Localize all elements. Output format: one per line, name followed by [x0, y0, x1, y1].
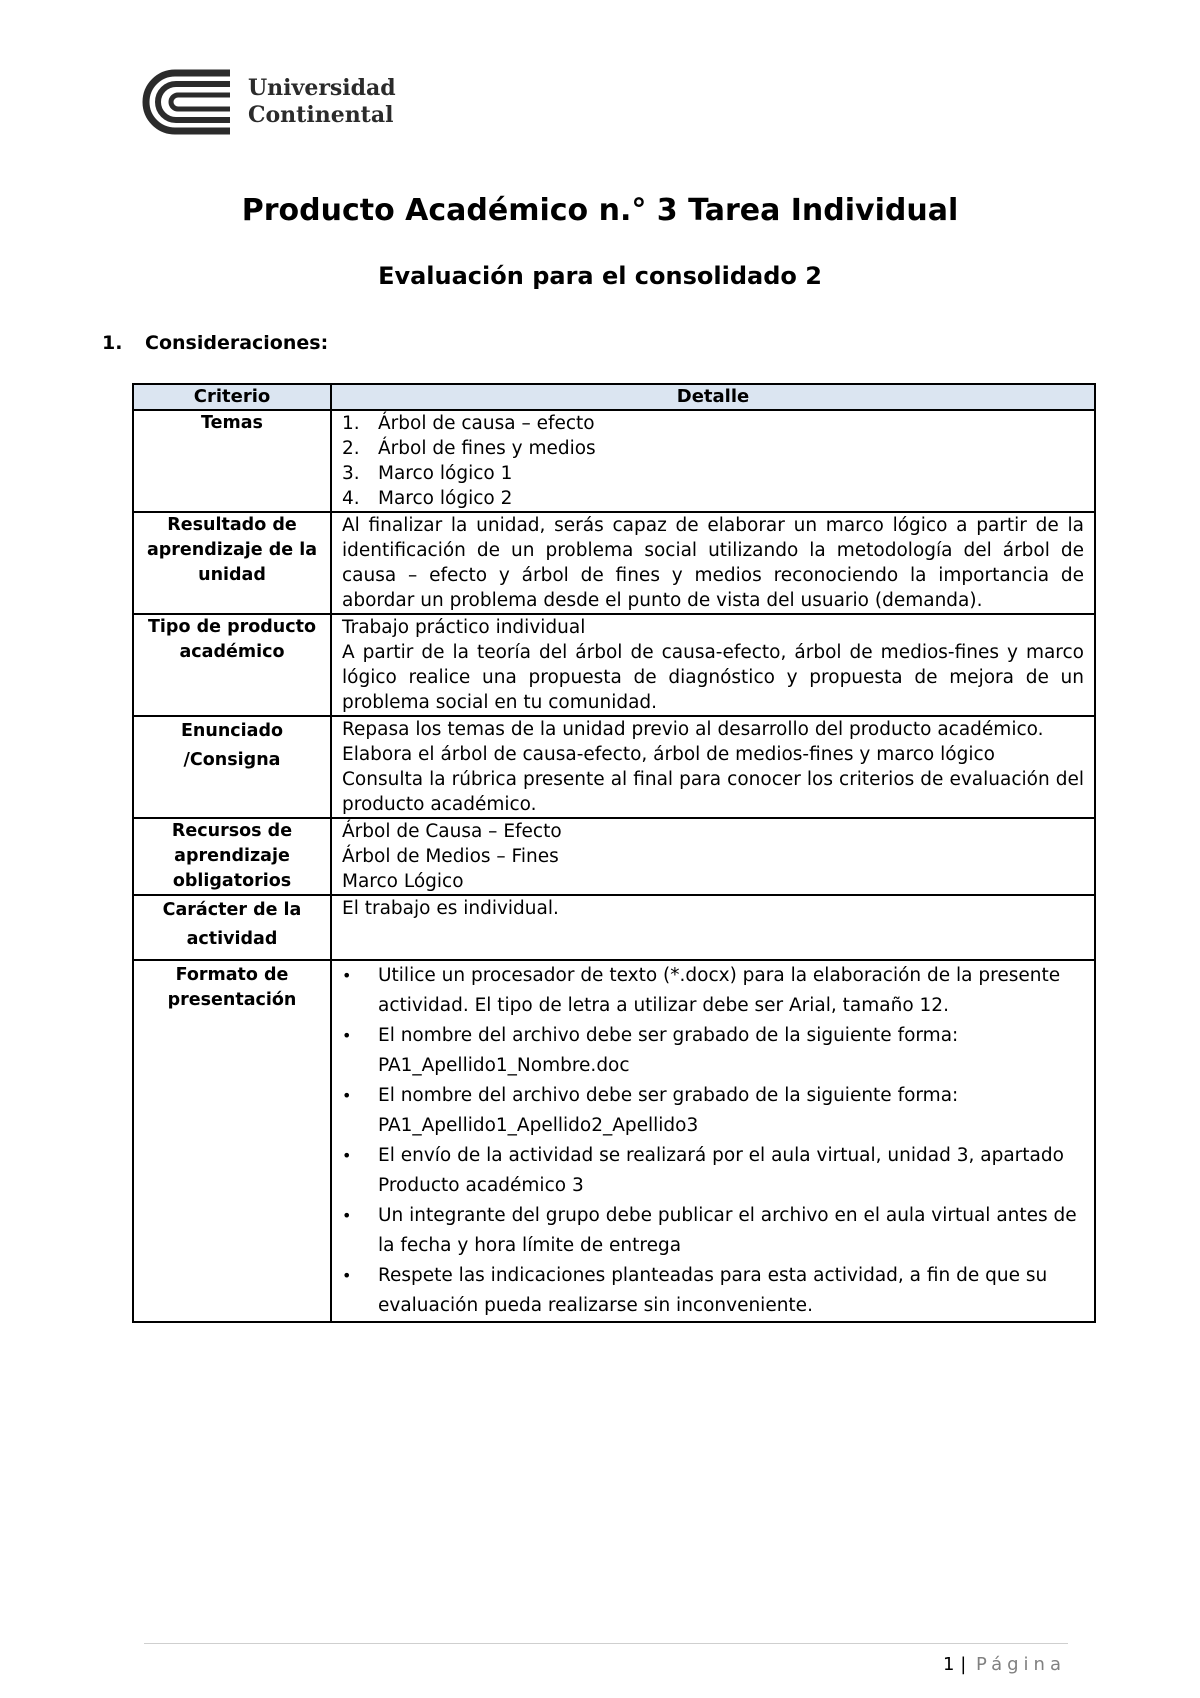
enunciado-label-1: Enunciado — [180, 721, 284, 741]
formato-list — [342, 961, 1084, 1321]
list-item: • Utilice un procesador de texto (*.docx) para la elaboración de la presente actividad. El tipo de letra a utilizar debe ser Arial, tamaño 12. — [342, 965, 1061, 1016]
university-logo — [142, 69, 396, 135]
footer-separator: | — [960, 1654, 967, 1675]
section-number: 1. — [102, 332, 123, 354]
list-item: 2. Árbol de fines y medios — [342, 438, 596, 459]
list-item: 4. Marco lógico 2 — [342, 488, 513, 509]
enunciado-p2: Elabora el árbol de causa-efecto, árbol de medios-fines y marco lógico — [342, 744, 995, 765]
considerations-table — [132, 383, 1096, 1323]
footer-divider — [144, 1643, 1068, 1644]
criterio-formato: Formato de presentación — [133, 960, 331, 1322]
detalle-resultado: Al finalizar la unidad, serás capaz de elaborar un marco lógico a partir de la identificación de un problema social utilizando la metodología del árbol de causa – efecto y árbol de fines y medios reconociendo la importancia de abordar un problema desde el punto de vista del usuario (demanda). — [331, 512, 1095, 614]
criterio-temas: Temas — [133, 410, 331, 512]
detalle-formato — [331, 960, 1095, 1322]
table-row-recursos — [133, 818, 1095, 895]
list-item: • Un integrante del grupo debe publicar el archivo en el aula virtual antes de la fecha y hora límite de entrega — [342, 1205, 1077, 1256]
header-detalle: Detalle — [331, 384, 1095, 410]
header-criterio: Criterio — [133, 384, 331, 410]
table-row-tipo — [133, 614, 1095, 716]
criterio-resultado: Resultado de aprendizaje de la unidad — [133, 512, 331, 614]
university-logo-text — [248, 75, 396, 129]
logo-line-1: Universidad — [248, 75, 396, 101]
criterio-enunciado — [133, 716, 331, 818]
list-item: 1. Árbol de causa – efecto — [342, 413, 595, 434]
enunciado-label-2: /Consigna — [183, 750, 281, 770]
tipo-line-1: Trabajo práctico individual — [342, 617, 586, 638]
list-item: Marco Lógico — [342, 871, 464, 892]
list-item: • El envío de la actividad se realizará por el aula virtual, unidad 3, apartado Producto académico 3 — [342, 1145, 1064, 1196]
criterio-tipo: Tipo de producto académico — [133, 614, 331, 716]
logo-line-2: Continental — [248, 102, 394, 128]
list-item: • El nombre del archivo debe ser grabado de la siguiente forma: PA1_Apellido1_Nombre.doc — [342, 1025, 959, 1076]
detalle-caracter: El trabajo es individual. — [331, 895, 1095, 960]
university-logo-icon — [142, 69, 232, 135]
list-item: • El nombre del archivo debe ser grabado de la siguiente forma: PA1_Apellido1_Apellido2_Apellido3 — [342, 1085, 959, 1136]
table-row-enunciado — [133, 716, 1095, 818]
table-row-resultado — [133, 512, 1095, 614]
table-row-formato — [133, 960, 1095, 1322]
list-item: • Respete las indicaciones planteadas para esta actividad, a fin de que su evaluación pueda realizarse sin inconveniente. — [342, 1265, 1048, 1316]
section-label: Consideraciones: — [145, 332, 329, 354]
detalle-recursos — [331, 818, 1095, 895]
page-title: Producto Académico n.° 3 Tarea Individual — [241, 193, 959, 228]
enunciado-p1: Repasa los temas de la unidad previo al desarrollo del producto académico. — [342, 719, 1044, 740]
page-footer — [943, 1654, 1066, 1675]
list-item: Árbol de Medios – Fines — [342, 846, 559, 867]
detalle-tipo — [331, 614, 1095, 716]
page-subtitle: Evaluación para el consolidado 2 — [378, 262, 822, 290]
table-row-temas — [133, 410, 1095, 512]
detalle-enunciado — [331, 716, 1095, 818]
tipo-line-2: A partir de la teoría del árbol de causa-efecto, árbol de medios-fines y marco lógico realice una propuesta de diagnóstico y propuesta de mejora de un problema social en tu comunidad. — [342, 642, 1084, 713]
enunciado-p3: Consulta la rúbrica presente al final para conocer los criterios de evaluación del producto académico. — [342, 769, 1084, 815]
criterio-recursos: Recursos de aprendizaje obligatorios — [133, 818, 331, 895]
page-label: Página — [976, 1654, 1066, 1675]
detalle-temas — [331, 410, 1095, 512]
page-number: 1 — [943, 1654, 955, 1675]
table-row-caracter — [133, 895, 1095, 960]
section-heading — [102, 332, 328, 354]
list-item: Árbol de Causa – Efecto — [342, 821, 562, 842]
criterio-caracter: Carácter de la actividad — [133, 895, 331, 960]
list-item: 3. Marco lógico 1 — [342, 463, 513, 484]
table-header-row — [133, 384, 1095, 410]
